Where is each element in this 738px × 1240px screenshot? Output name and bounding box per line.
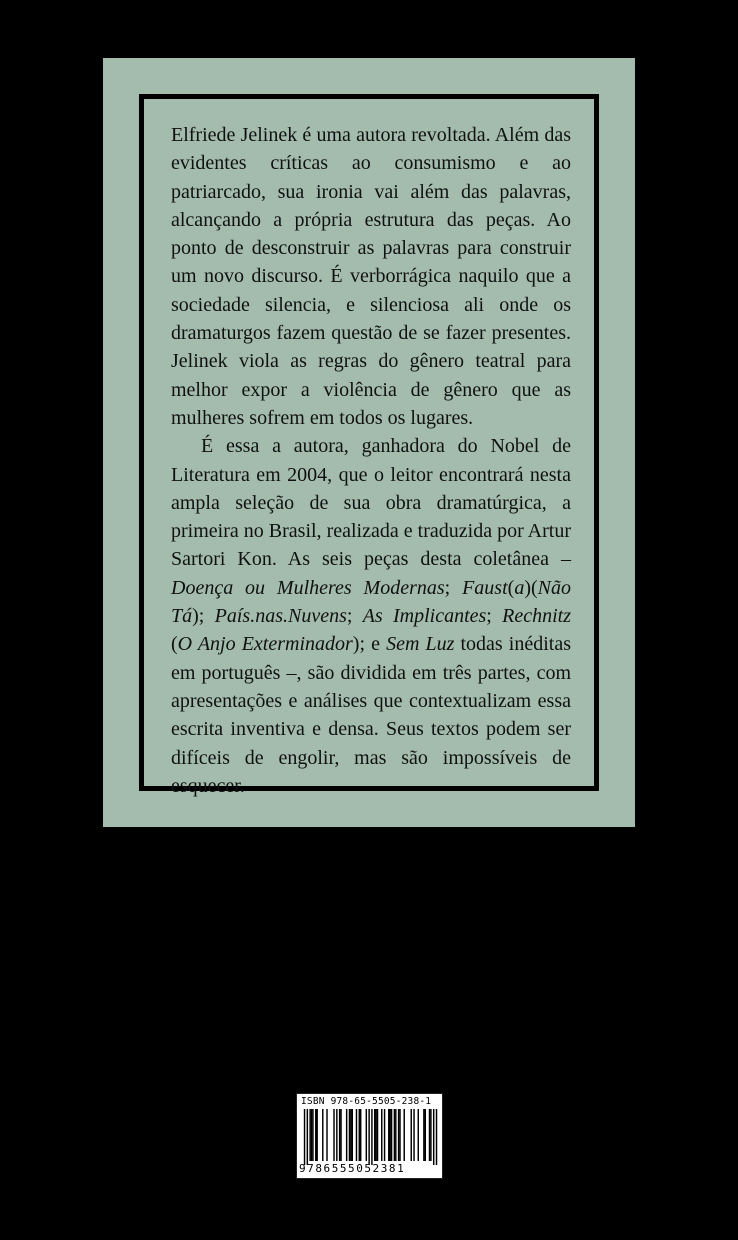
barcode-bar: [346, 1109, 347, 1161]
barcode-bar: [377, 1109, 378, 1161]
paragraph-2-intro: É essa a autora, ganhadora do Nobel de Literatura em 2004, que o leitor encontrará nesta ampla seleção de sua obra dramatúrgica, a primeira no Brasil, realizada e traduzida por Artur Sartori Kon. As seis peças desta coletânea –: [171, 435, 571, 571]
barcode-bar: [350, 1109, 351, 1161]
paren: ): [352, 633, 360, 656]
separator: ;: [346, 605, 363, 628]
barcode-bar: [368, 1109, 369, 1165]
barcode-bar: [315, 1109, 316, 1161]
paren: )(: [524, 576, 538, 599]
barcode-bar: [333, 1109, 334, 1161]
paragraph-2-outro: todas inéditas em português –, são dividida em três partes, com apresentações e análises que contextualizam essa escrita inventiva e densa. Seus textos podem ser difíceis de engolir, mas são impossíveis de esquecer.: [171, 633, 571, 797]
paren: (: [507, 576, 515, 599]
barcode-bar: [381, 1109, 382, 1161]
barcode-bar: [360, 1109, 361, 1161]
separator: ;: [198, 605, 215, 628]
play-title-5: Rechnitz: [502, 605, 572, 628]
barcode-bar: [394, 1109, 395, 1161]
barcode-bar: [395, 1109, 396, 1161]
barcode-bar: [312, 1109, 313, 1161]
paren: ): [192, 605, 199, 628]
barcode-bar: [425, 1109, 426, 1161]
separator: ; e: [359, 633, 387, 656]
barcode-bar: [371, 1109, 372, 1165]
barcode-bar: [389, 1109, 390, 1161]
paren: (: [171, 633, 178, 656]
text-frame: [139, 94, 599, 797]
barcode-bar: [322, 1109, 323, 1161]
isbn-barcode: [296, 1093, 443, 1179]
barcode-bar: [311, 1109, 312, 1161]
play-title-3: País.nas.Nuvens: [214, 605, 347, 628]
text-panel: [103, 58, 635, 827]
barcode-bar: [411, 1109, 412, 1161]
barcode-bar: [316, 1109, 317, 1161]
barcode-bar: [388, 1109, 389, 1161]
play-title-4: As Implicantes: [362, 605, 487, 628]
barcode-bars: [301, 1109, 440, 1165]
barcode-bar: [349, 1109, 350, 1161]
barcode-bar: [413, 1109, 414, 1161]
barcode-bar: [309, 1109, 310, 1161]
barcode-bar: [423, 1109, 424, 1161]
barcode-bar: [398, 1109, 399, 1161]
barcode-bar: [304, 1109, 305, 1165]
barcode-bar: [359, 1109, 360, 1161]
barcode-bar: [430, 1109, 431, 1161]
play-title-2-part: Não Tá: [171, 576, 571, 628]
barcode-bar: [403, 1109, 404, 1161]
barcode-bar: [436, 1109, 437, 1165]
play-title-1: Doença ou Mulheres Modernas: [171, 576, 445, 599]
barcode-bar: [418, 1109, 419, 1161]
blurb-paragraph-2: [171, 432, 571, 800]
barcode-bar: [391, 1109, 392, 1161]
barcode-bar: [375, 1109, 376, 1161]
barcode-bar: [366, 1109, 367, 1161]
barcode-bar: [433, 1109, 434, 1165]
blurb-text: [171, 121, 571, 800]
isbn-label: ISBN 978-65-5505-238-1: [301, 1096, 432, 1107]
barcode-digits: 9786555052381: [299, 1162, 406, 1175]
play-title-2-part: a: [514, 576, 525, 599]
barcode-bar: [340, 1109, 341, 1161]
blurb-paragraph-1: Elfriede Jelinek é uma autora revoltada. Além das evidentes críticas ao consumismo e ao patriarcado, sua ironia vai além das palavras, alcançando a própria estrutura das peças. Ao ponto de desconstruir as palavras para construir um novo discurso. É verborrágica naquilo que a sociedade silencia, e silenciosa ali onde os dramaturgos fazem questão de se fazer presentes. Jelinek viola as regras do gênero teatral para melhor expor a violência de gênero que as mulheres sofrem em todos os lugares.: [171, 124, 571, 429]
barcode-bar: [429, 1109, 430, 1161]
separator: ;: [486, 605, 503, 628]
play-title-5-subtitle: O Anjo Exterminador: [177, 633, 353, 656]
barcode-bar: [374, 1109, 375, 1161]
barcode-bar: [336, 1109, 337, 1161]
barcode-bar: [352, 1109, 353, 1161]
barcode-bar: [384, 1109, 385, 1161]
barcode-bar: [326, 1109, 327, 1161]
barcode-bar: [399, 1109, 400, 1161]
barcode-bar: [307, 1109, 308, 1165]
separator: ;: [444, 576, 463, 599]
barcode-bar: [339, 1109, 340, 1161]
play-title-6: Sem Luz: [386, 633, 455, 656]
barcode-bar: [356, 1109, 357, 1161]
play-title-2-part: Faust: [462, 576, 508, 599]
play-title-2: [462, 577, 508, 599]
